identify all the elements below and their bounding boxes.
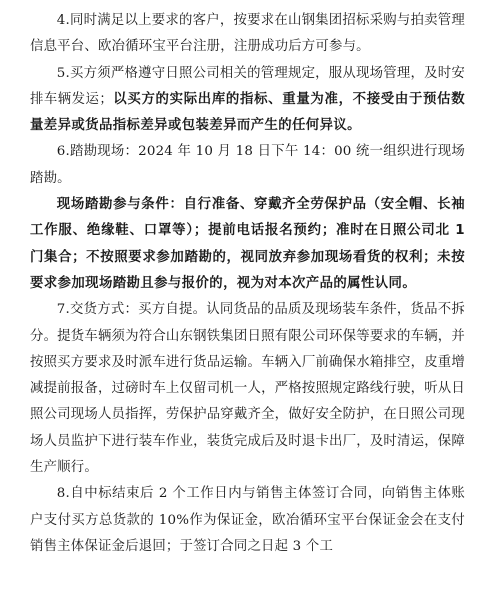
paragraph-7: 7.交货方式：买方自提。认同货品的品质及现场装车条件，货品不拆分。提货车辆须为符合山东钢铁集团日照有限公司环保等要求的车辆，并按照买方要求及时派车进行货品运输。车辆入厂前确保水箱排空，皮重增减提前报备，过磅时车上仅留司机一人，严格按照规定路线行驶，听从日照公司现场人员指挥，劳保护品穿戴齐全，做好安全防护，在日照公司现场人员监护下进行装车作业，装货完成后及时退卡出厂，及时清运，保障生产顺行。 [30,302,465,476]
paragraph-5-emphasis: 以买方的实际出库的指标、重量为准，不接受由于预估数量差异或货品指标差异或包装差异而产生的任何异议。 [30,91,466,134]
paragraph-8: 8.自中标结束后 2 个工作日内与销售主体签订合同，向销售主体账户支付买方总货款的 10%作为保证金，欧冶循环宝平台保证金会在支付销售主体保证金后退回；于签订合同之日起 3 个工 [30,486,465,554]
paragraph-5 [30,61,465,140]
paragraph-6-conditions: 现场踏勘参与条件：自行准备、穿戴齐全劳保护品（安全帽、长袖工作服、绝缘鞋、口罩等）；提前电话报名预约；准时在日照公司北 1 门集合；不按照要求参加踏勘的，视同放弃参加现场看货的权利；未按要求参加现场踏勘且参与报价的，视为对本次产品的属性认同。 [30,197,465,291]
paragraph-5-text: 5.买方须严格遵守日照公司相关的管理规定，服从现场管理，及时安排车辆发运； [30,65,465,107]
paragraph-6: 6.踏勘现场：2024 年 10 月 18 日下午 14：00 统一组织进行现场踏勘。 [30,144,465,186]
paragraph-4: 4.同时满足以上要求的客户，按要求在山钢集团招标采购与拍卖管理信息平台、欧冶循环宝平台注册，注册成功后方可参与。 [30,13,465,55]
